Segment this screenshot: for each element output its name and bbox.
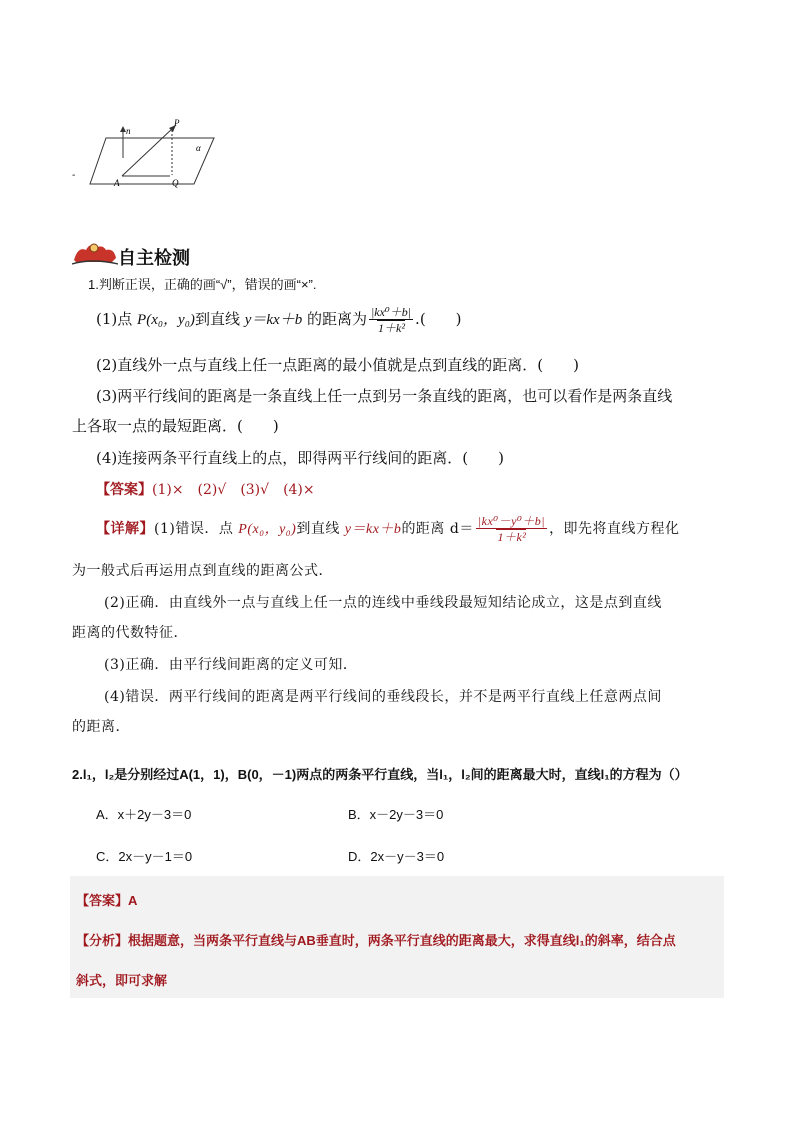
label-alpha: α	[196, 143, 201, 153]
section-title: 自主检测	[118, 248, 190, 268]
geometry-figure	[66, 118, 226, 190]
q1-answer: 【答案】(1)× (2)√ (3)√ (4)×	[96, 481, 315, 498]
left-mark: -	[72, 170, 76, 181]
q1-item-4: (4)连接两条平行直线上的点，即得两平行线间的距离．( )	[96, 449, 504, 467]
q2-stem: 2.l₁，l₂是分别经过A(1，1)，B(0，－1)两点的两条平行直线，当l₁，l₂间的距离最大时，直线l₁的方程为（）	[72, 767, 688, 782]
label-q: Q	[172, 178, 179, 188]
q2-option-c: C．2x－y－1＝0	[96, 849, 193, 864]
q2-option-d: D．2x－y－3＝0	[348, 849, 445, 864]
q1-item-2: (2)直线外一点与直线上任一点距离的最小值就是点到直线的距离．( )	[96, 356, 579, 374]
q1-stem: 1.判断正误，正确的画“√”，错误的画“×”.	[88, 277, 317, 292]
label-a: A	[114, 178, 120, 188]
section-logo-icon	[72, 240, 118, 266]
label-n: n	[126, 126, 131, 136]
q1-item-3: (3)两平行线间的距离是一条直线上任一点到另一条直线的距离，也可以看作是两条直线	[96, 387, 673, 405]
q2-answer: 【答案】A	[76, 893, 138, 908]
q2-option-a: A．x＋2y－3＝0	[96, 807, 192, 822]
q1-detail-2: (2)正确．由直线外一点与直线上任一点的连线中垂线段最短知结论成立，这是点到直线	[104, 595, 662, 611]
q1-detail-1b: 为一般式后再运用点到直线的距离公式．	[72, 563, 333, 579]
q2-option-b: B．x－2y－3＝0	[348, 807, 444, 822]
q1-detail-4b: 的距离．	[72, 719, 130, 735]
q1-item-3b: 上各取一点的最短距离．( )	[72, 417, 279, 435]
q1-item-1: (1)点 P(x₀，y₀)到直线 y＝kx＋b 的距离为 $\frac{\text{|kx⁰＋b|}}{\text{1＋k²}}$ .( )	[96, 305, 462, 335]
q1-detail-2b: 距离的代数特征．	[72, 625, 188, 641]
q2-analysis: 【分析】根据题意，当两条平行直线与AB垂直时，两条平行直线的距离最大，求得直线l₁的斜率，结合点	[76, 933, 676, 948]
q1-detail-1: 【详解】(1)错误．点 P(x₀，y₀)到直线 y＝kx＋b的距离 d＝ $\frac{\text{|kx⁰－y⁰＋b|}}{\text{1＋k²}}$ ，即先将直线方程化	[96, 514, 680, 544]
label-p: P	[174, 118, 180, 128]
q2-analysis-2: 斜式，即可求解	[76, 973, 168, 988]
q1-detail-3: (3)正确．由平行线间距离的定义可知．	[104, 657, 358, 673]
q2-solution-box	[70, 876, 724, 998]
q1-detail-4: (4)错误．两平行线间的距离是两平行线间的垂线段长，并不是两平行直线上任意两点间	[104, 689, 662, 705]
